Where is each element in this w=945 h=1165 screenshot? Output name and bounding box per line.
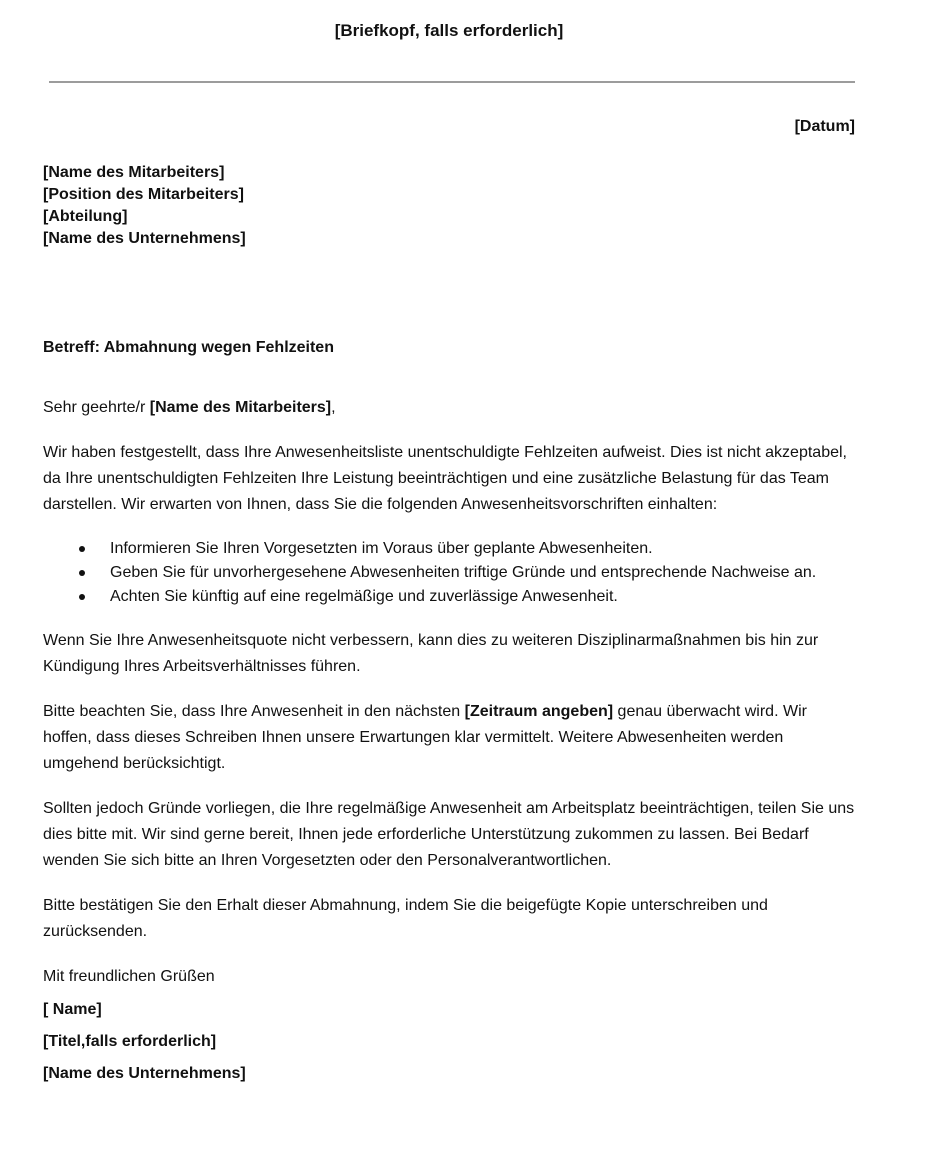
paragraph-absence-findings (43, 440, 855, 518)
placeholder-bold-text: [Name des Mitarbeiters] (149, 399, 332, 416)
paragraph-text: Sehr geehrte/r (43, 399, 150, 416)
paragraph-text: , (331, 399, 336, 416)
paragraph-text: Bitte bestätigen Sie den Erhalt dieser Abmahnung, indem Sie die beigefügte Kopie unterschreiben und zurücksenden. (43, 897, 768, 940)
signature-block (43, 997, 855, 1087)
bullet-item: Geben Sie für unvorhergesehene Abwesenheiten triftige Gründe und entsprechende Nachweise an. (43, 561, 855, 585)
paragraph-text: Wir haben festgestellt, dass Ihre Anwesenheitsliste unentschuldigte Fehlzeiten aufweist. Dies ist nicht akzeptabel, da Ihre unentschuldigten Fehlzeiten Ihre Leistung beeinträchtigen und eine zusätzliche Belastung für das Team darstellen. Wir erwarten von Ihnen, dass Sie die folgenden Anwesenheitsvorschriften einhalten: (43, 444, 847, 513)
paragraph-support (43, 796, 855, 874)
recipient-line: [Position des Mitarbeiters] (43, 186, 244, 203)
closing-phrase: Mit freundlichen Grüßen (43, 968, 215, 985)
header-divider-line (49, 81, 855, 83)
recipient-line: [Name des Unternehmens] (43, 230, 246, 247)
signature-line: [Titel,falls erforderlich] (43, 1033, 217, 1050)
signature-line: [Name des Unternehmens] (43, 1065, 246, 1082)
paragraph-monitoring (43, 699, 855, 777)
paragraph-text: Wenn Sie Ihre Anwesenheitsquote nicht verbessern, kann dies zu weiteren Disziplinarmaßnahmen bis hin zur Kündigung Ihres Arbeitsverhältnisses führen. (43, 632, 819, 675)
paragraph-text: Sollten jedoch Gründe vorliegen, die Ihre regelmäßige Anwesenheit am Arbeitsplatz beeinträchtigen, teilen Sie uns dies bitte mit. Wir sind gerne bereit, Ihnen jede erforderliche Unterstützung zukommen zu lassen. Bei Bedarf wenden Sie sich bitte an Ihren Vorgesetzten oder den Personalverantwortlichen. (43, 800, 855, 869)
attendance-rules-list (43, 537, 855, 609)
subject-line: Betreff: Abmahnung wegen Fehlzeiten (43, 339, 334, 356)
letter-body (43, 395, 855, 945)
date-placeholder: [Datum] (794, 118, 855, 135)
letterhead-placeholder: [Briefkopf, falls erforderlich] (334, 21, 564, 40)
paragraph-text: genau überwacht wird. Wir hoffen, dass dieses Schreiben Ihnen unsere Erwartungen klar vermittelt. Weitere Abwesenheiten werden umgehend berücksichtigt. (43, 703, 807, 772)
recipient-line: [Name des Mitarbeiters] (43, 164, 225, 181)
bullet-item: Achten Sie künftig auf eine regelmäßige und zuverlässige Anwesenheit. (43, 585, 855, 609)
bullet-item: Informieren Sie Ihren Vorgesetzten im Voraus über geplante Abwesenheiten. (43, 537, 855, 561)
recipient-line: [Abteilung] (43, 208, 128, 225)
recipient-address-block (43, 162, 855, 250)
paragraph-consequences (43, 628, 855, 680)
paragraph-confirmation (43, 893, 855, 945)
salutation (43, 395, 855, 421)
placeholder-bold-text: [Zeitraum angeben] (464, 703, 614, 720)
signature-line: [ Name] (43, 1001, 102, 1018)
paragraph-text: Bitte beachten Sie, dass Ihre Anwesenheit in den nächsten (43, 703, 465, 720)
